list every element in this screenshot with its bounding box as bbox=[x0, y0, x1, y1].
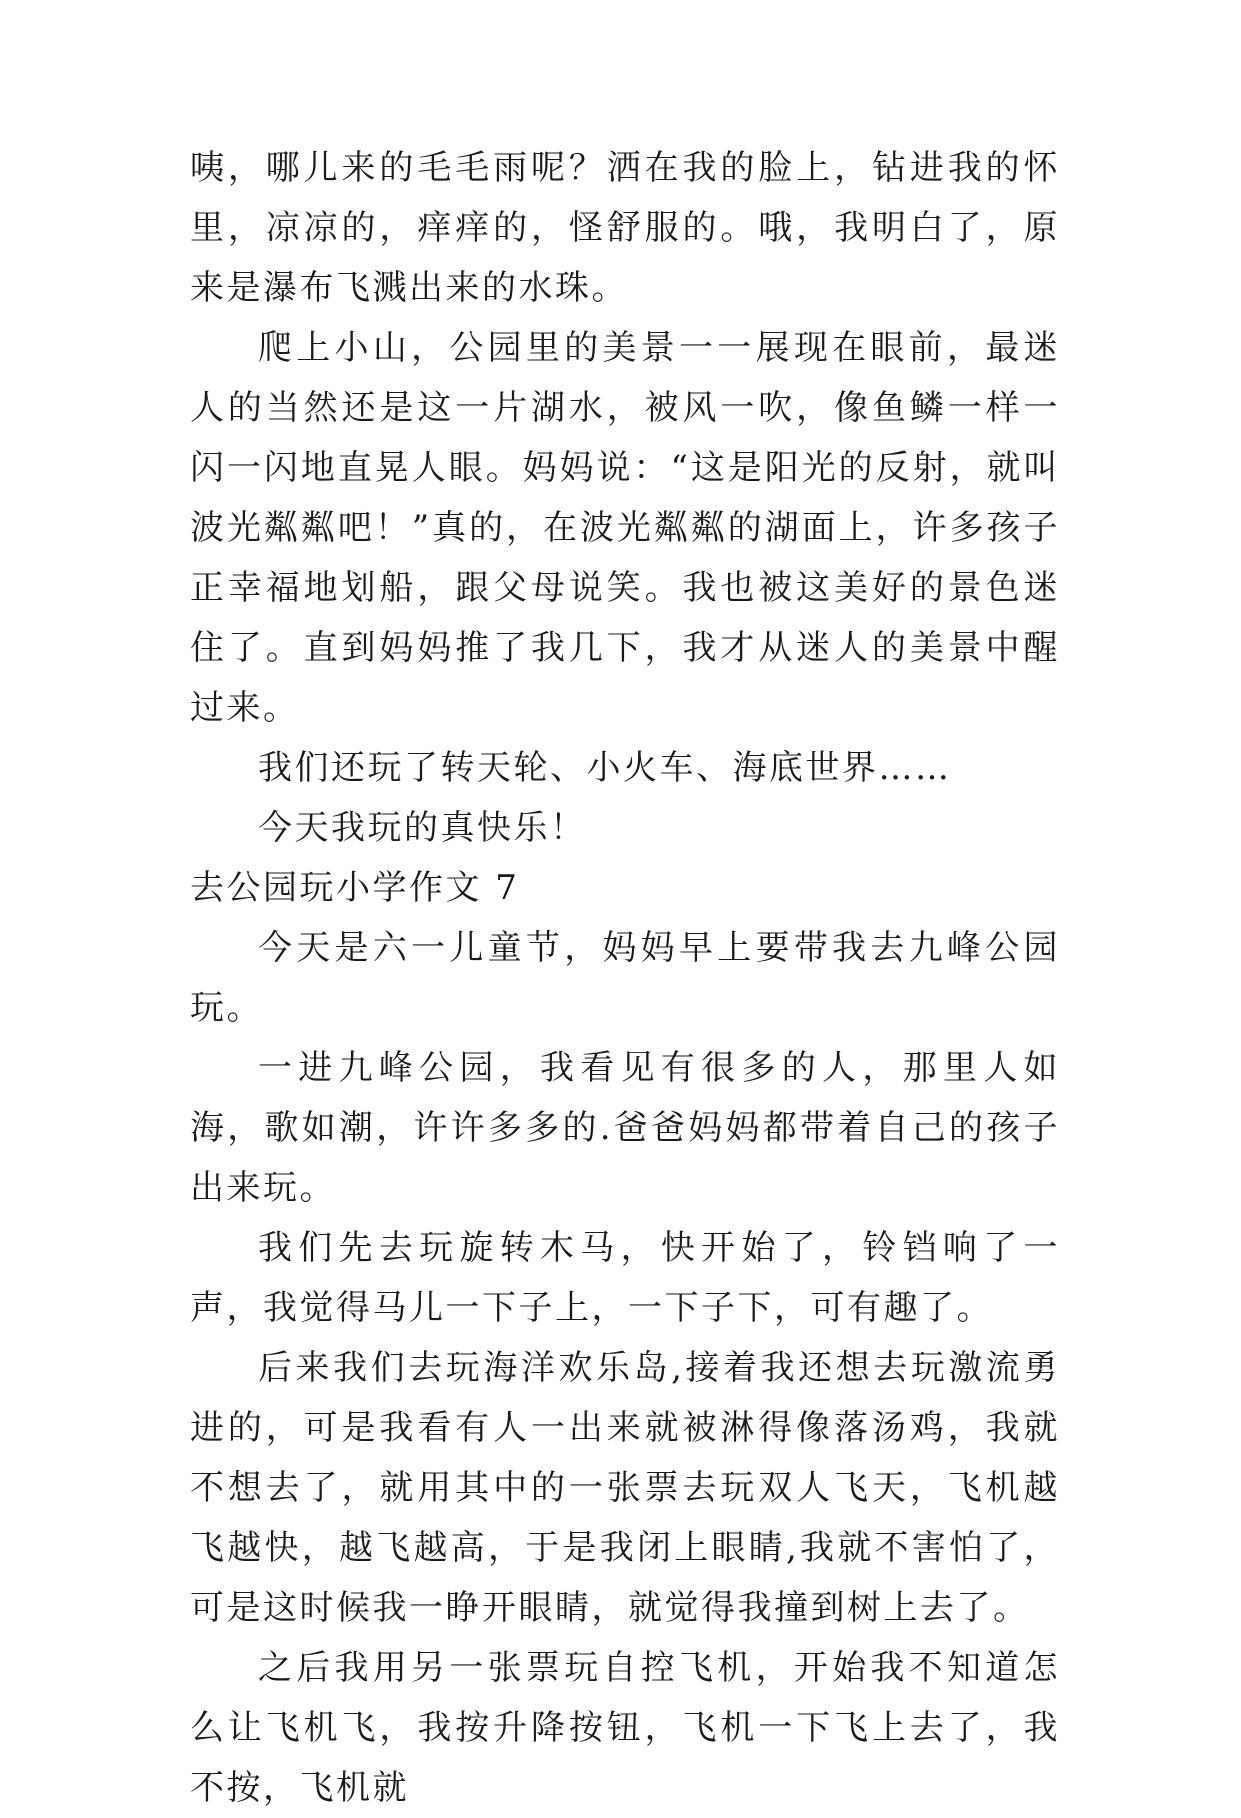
paragraph: 一进九峰公园，我看见有很多的人，那里人如海，歌如潮，许许多多的.爸爸妈妈都带着自己的孩子出来玩。 bbox=[190, 1048, 1060, 1208]
paragraph: 我们先去玩旋转木马，快开始了，铃铛响了一声，我觉得马儿一下子上，一下子下，可有趣了。 bbox=[190, 1228, 1060, 1328]
document-page bbox=[190, 138, 1060, 1818]
paragraph: 爬上小山，公园里的美景一一展现在眼前，最迷人的当然还是这一片湖水，被风一吹，像鱼鳞一样一闪一闪地直晃人眼。妈妈说：“这是阳光的反射，就叫波光粼粼吧！”真的，在波光粼粼的湖面上，许多孩子正幸福地划船，跟父母说笑。我也被这美好的景色迷住了。直到妈妈推了我几下，我才从迷人的美景中醒过来。 bbox=[190, 328, 1060, 728]
paragraph: 今天我玩的真快乐！ bbox=[258, 808, 587, 848]
section-title: 去公园玩小学作文 7 bbox=[190, 868, 520, 908]
paragraph: 我们还玩了转天轮、小火车、海底世界…… bbox=[258, 748, 952, 788]
paragraph: 之后我用另一张票玩自控飞机，开始我不知道怎么让飞机飞，我按升降按钮，飞机一下飞上去了，我不按，飞机就 bbox=[190, 1648, 1060, 1808]
paragraph: 咦，哪儿来的毛毛雨呢？洒在我的脸上，钻进我的怀里，凉凉的，痒痒的，怪舒服的。哦，我明白了，原来是瀑布飞溅出来的水珠。 bbox=[190, 148, 1060, 308]
paragraph: 后来我们去玩海洋欢乐岛,接着我还想去玩激流勇进的，可是我看有人一出来就被淋得像落汤鸡，我就不想去了，就用其中的一张票去玩双人飞天，飞机越飞越快，越飞越高，于是我闭上眼睛,我就不害怕了，可是这时候我一睁开眼睛，就觉得我撞到树上去了。 bbox=[190, 1348, 1060, 1628]
paragraph: 今天是六一儿童节，妈妈早上要带我去九峰公园玩。 bbox=[190, 928, 1060, 1028]
